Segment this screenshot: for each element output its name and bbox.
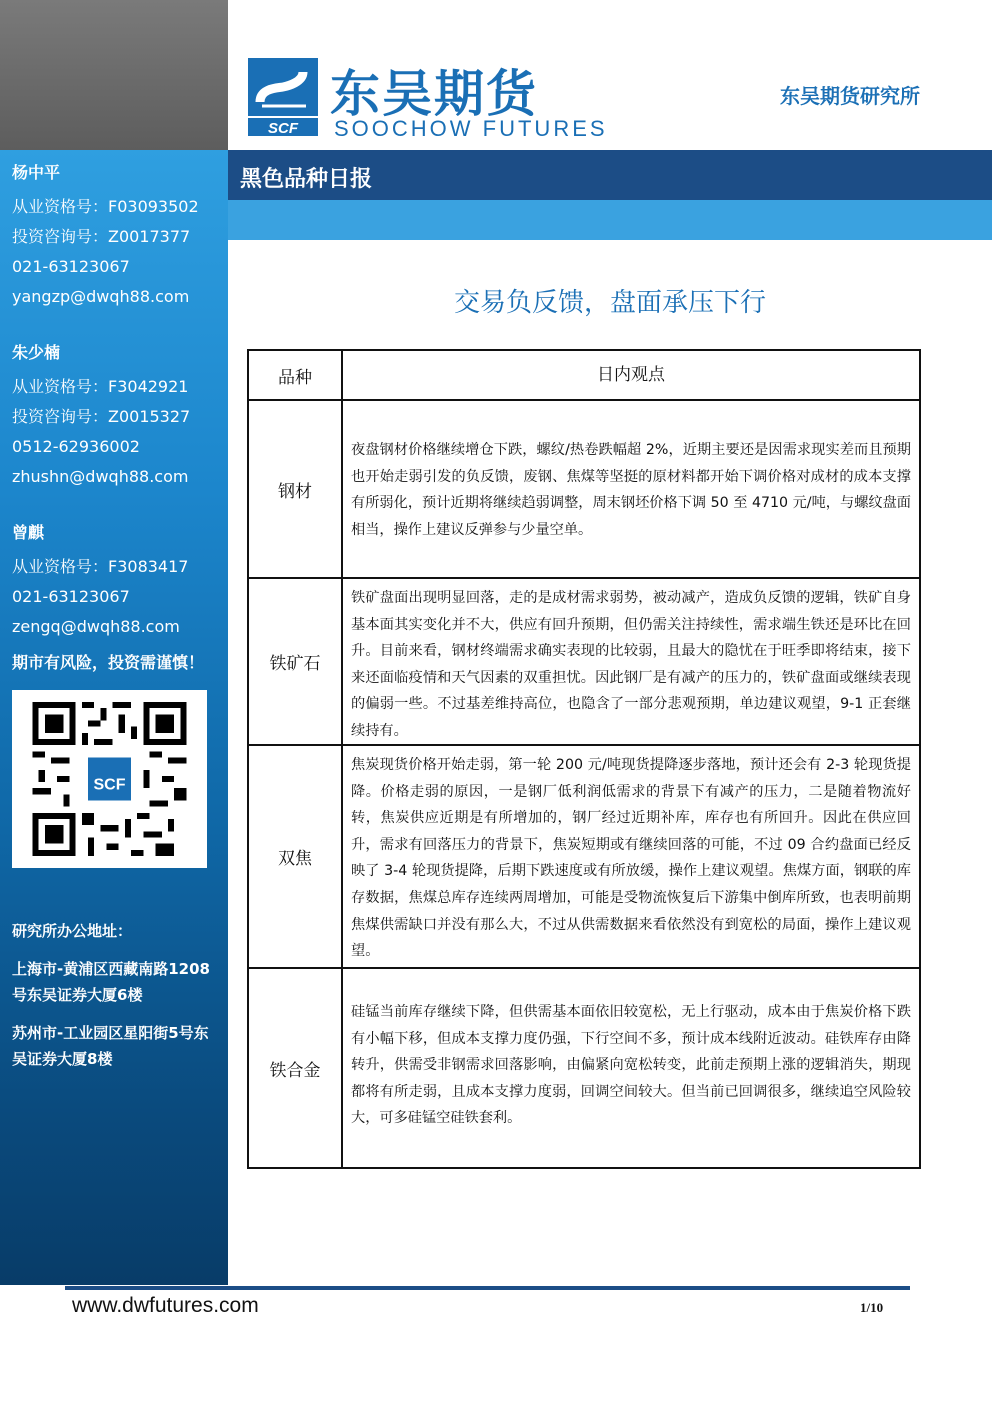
sidebar — [0, 150, 228, 1285]
daily-view-table — [247, 349, 921, 1169]
analyst-name: 杨中平 — [12, 163, 61, 182]
footer-website-link[interactable]: www.dwfutures.com — [72, 1294, 259, 1317]
analyst-email[interactable]: zengq@dwqh88.com — [12, 617, 180, 636]
table-row — [249, 577, 919, 744]
logo-chinese-name: 东吴期货 — [330, 65, 538, 123]
qr-logo-text: SCF — [93, 776, 126, 794]
accent-band — [228, 200, 992, 240]
analyst-phone: 021-63123067 — [12, 257, 130, 276]
qr-code — [12, 690, 207, 868]
office-title: 研究所办公地址： — [12, 922, 133, 940]
table-row — [249, 744, 919, 967]
variety-cell: 钢材 — [249, 401, 343, 577]
institute-name: 东吴期货研究所 — [780, 84, 920, 108]
analyst-name: 朱少楠 — [12, 343, 61, 362]
analyst-qualification: 从业资格号：F3042921 — [12, 377, 189, 396]
table-row — [249, 967, 919, 1167]
analyst-consult-number: 投资咨询号：Z0015327 — [12, 407, 191, 426]
table-header-row — [249, 351, 919, 399]
analyst-card-zeng — [12, 522, 222, 642]
table-row — [249, 399, 919, 577]
office-suzhou: 苏州市-工业园区星阳街5号东吴证券大厦8楼 — [12, 1024, 209, 1068]
view-cell: 焦炭现货价格开始走弱，第一轮 200 元/吨现货提降逐步落地，预计还会有 2-3 轮现货提降。价格走弱的原因，一是钢厂低利润低需求的背景下有减产的压力，二是随着物流好转，焦炭供应近期是有所增加的，钢厂经过近期补库，库存也有所回升。因此在供应回升，需求有回落压力的背景下，焦炭短期或有继续回落的可能，不过 09 合约盘面已经反映了 3-4 轮现货提降，后期下跌速度或有所放缓，操作上建议观望。焦煤方面，钢联的库存数据，焦煤总库存连续两周增加，可能是受物流恢复后下游集中倒库所致，也表明前期焦煤供需缺口并没有那么大，不过从供需数据来看依然没有到宽松的局面，操作上建议观望。 — [351, 757, 911, 960]
scf-logo-icon — [248, 58, 318, 136]
variety-cell: 双焦 — [249, 746, 343, 967]
report-headline: 交易负反馈，盘面承压下行 — [453, 288, 766, 318]
sidebar-top-block — [0, 0, 228, 150]
variety-cell: 铁矿石 — [249, 579, 343, 744]
view-cell: 铁矿盘面出现明显回落，走的是成材需求弱势，被动减产，造成负反馈的逻辑，铁矿自身基本面其实变化并不大，供应有回升预期，但仍需关注持续性，需求端生铁还是环比在回升。目前来看，钢材终端需求确实表现的比较弱，且最大的隐忧在于旺季即将结束，接下来还面临疫情和天气因素的双重担忧。因此钢厂是有减产的压力的，铁矿盘面或继续表现的偏弱一些。不过基差维持高位，也隐含了一部分悲观预期，单边建议观望，9-1 正套继续持有。 — [351, 590, 911, 739]
analyst-qualification: 从业资格号：F03093502 — [12, 197, 199, 216]
analyst-card-zhu — [12, 342, 222, 492]
column-header-variety: 品种 — [249, 351, 343, 399]
analyst-consult-number: 投资咨询号：Z0017377 — [12, 227, 191, 246]
column-header-view: 日内观点 — [597, 364, 665, 385]
analyst-phone: 0512-62936002 — [12, 437, 140, 456]
analyst-email[interactable]: yangzp@dwqh88.com — [12, 287, 190, 306]
office-address — [12, 918, 222, 1084]
qr-code-icon — [24, 702, 195, 856]
company-logo — [248, 58, 608, 141]
report-type: 黑色品种日报 — [240, 167, 373, 192]
view-cell: 夜盘钢材价格继续增仓下跌，螺纹/热卷跌幅超 2%，近期主要还是因需求现实差而且预期也开始走弱引发的负反馈，废钢、焦煤等坚挺的原材料都开始下调价格对成材的成本支撑有所弱化，预计近期将继续趋弱调整，周末钢坯价格下调 50 至 4710 元/吨，与螺纹盘面相当，操作上建议反弹参与少量空单。 — [351, 442, 911, 538]
view-cell: 硅锰当前库存继续下降，但供需基本面依旧较宽松，无上行驱动，成本由于焦炭价格下跌有小幅下移，但成本支撑力度仍强，下行空间不多，预计成本线附近波动。硅铁库存由降转升，供需受非钢需求回落影响，由偏紧向宽松转变，此前走预期上涨的逻辑消失，期现都将有所走弱，且成本支撑力度弱，回调空间较大。但当前已回调很多，继续追空风险较大，可多硅锰空硅铁套利。 — [351, 1004, 911, 1127]
analyst-email[interactable]: zhushn@dwqh88.com — [12, 467, 189, 486]
page-number: 1/10 — [860, 1300, 884, 1315]
report-type-banner — [228, 150, 992, 200]
office-shanghai: 上海市-黄浦区西藏南路1208号东吴证券大厦6楼 — [12, 960, 210, 1004]
analyst-phone: 021-63123067 — [12, 587, 130, 606]
variety-cell: 铁合金 — [249, 969, 343, 1167]
risk-warning: 期市有风险，投资需谨慎！ — [12, 653, 205, 672]
footer-divider — [65, 1286, 910, 1290]
logo-english-name: SOOCHOW FUTURES — [334, 116, 608, 141]
analyst-name: 曾麒 — [12, 523, 45, 542]
analyst-qualification: 从业资格号：F3083417 — [12, 557, 189, 576]
analyst-card-yang — [12, 162, 222, 312]
logo-mark-text: SCF — [268, 120, 298, 136]
